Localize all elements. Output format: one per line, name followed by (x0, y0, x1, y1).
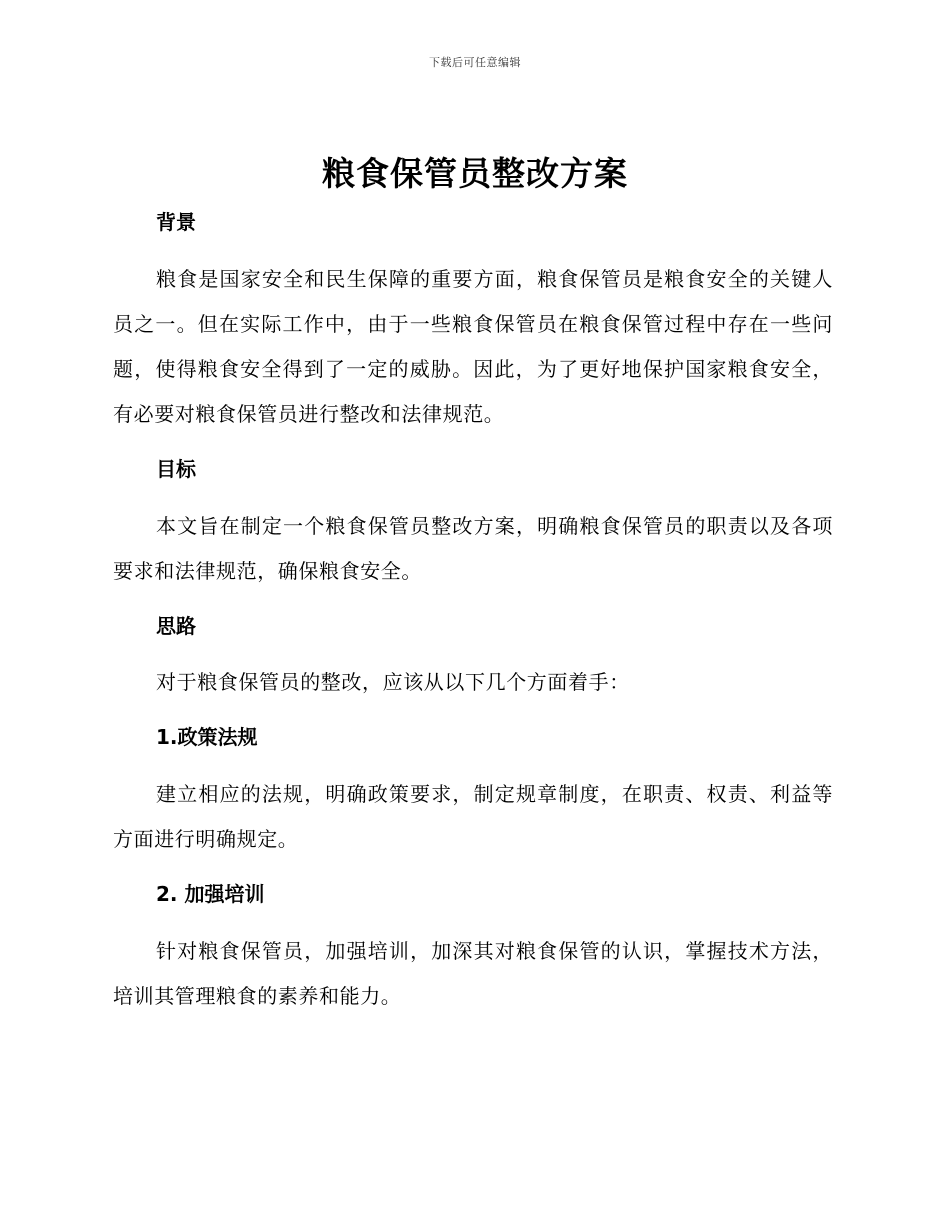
section-heading-goal: 目标 (156, 457, 196, 481)
section-heading-policy: 1.政策法规 (156, 725, 258, 749)
paragraph-training: 针对粮食保管员，加强培训，加深其对粮食保管的认识，掌握技术方法，培训其管理粮食的素养和能力。 (113, 939, 833, 1008)
section-heading-background: 背景 (156, 210, 196, 234)
header-note: 下载后可任意编辑 (429, 56, 521, 69)
section-heading-approach: 思路 (156, 614, 196, 638)
paragraph-approach: 对于粮食保管员的整改，应该从以下几个方面着手： (156, 670, 630, 694)
section-heading-training: 2. 加强培训 (156, 882, 265, 906)
document-body (113, 200, 833, 1019)
paragraph-goal: 本文旨在制定一个粮食保管员整改方案，明确粮食保管员的职责以及各项要求和法律规范，确保粮食安全。 (113, 514, 833, 583)
paragraph-background: 粮食是国家安全和民生保障的重要方面，粮食保管员是粮食安全的关键人员之一。但在实际工作中，由于一些粮食保管员在粮食保管过程中存在一些问题，使得粮食安全得到了一定的威胁。因此，为了更好地保护国家粮食安全，有必要对粮食保管员进行整改和法律规范。 (113, 267, 833, 426)
paragraph-policy: 建立相应的法规，明确政策要求，制定规章制度，在职责、权责、利益等方面进行明确规定。 (113, 782, 833, 851)
document-title: 粮食保管员整改方案 (322, 154, 628, 193)
